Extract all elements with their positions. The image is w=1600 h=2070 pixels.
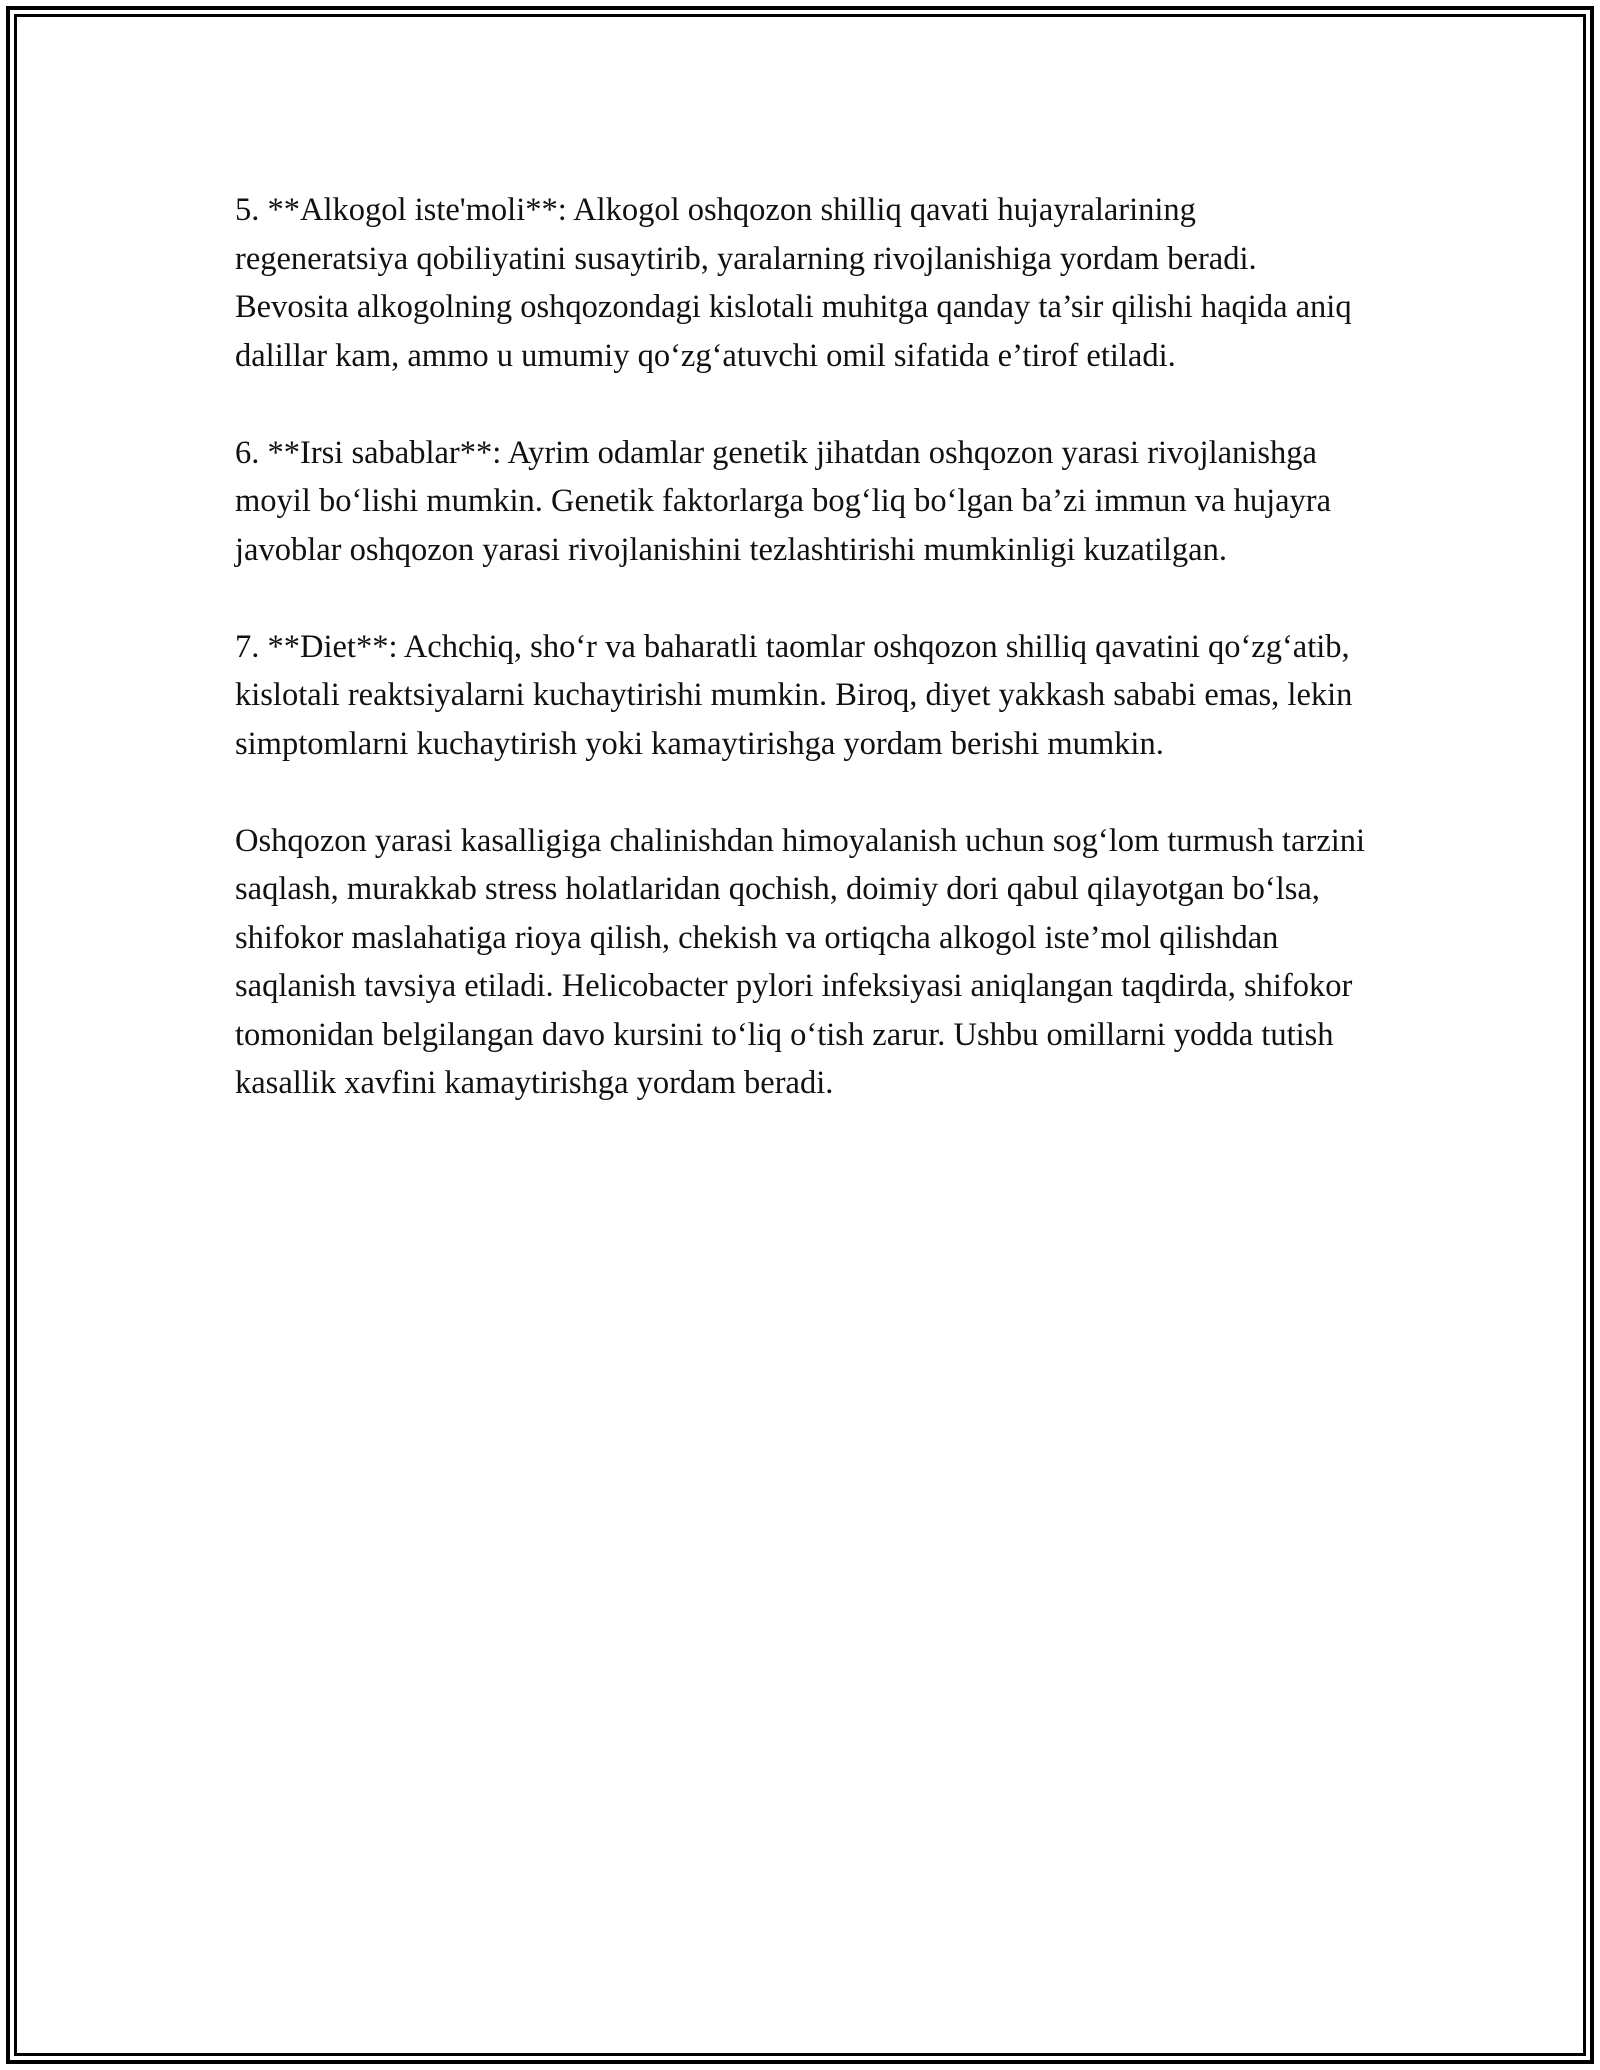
paragraph-conclusion: Oshqozon yarasi kasalligiga chalinishdan himoyalanish uchun sog‘lom turmush tarzini saqlash, murakkab stress holatlaridan qochish, doimiy dori qabul qilayotgan bo‘lsa, shifokor maslahatiga rioya qilish, chekish va ortiqcha alkogol iste’mol qilishdan saqlanish tavsiya etiladi. Helicobacter pylori infeksiyasi aniqlangan taqdirda, shifokor tomonidan belgilangan davo kursini to‘liq o‘tish zarur. Ushbu omillarni yodda tutish kasallik xavfini kamaytirishga yordam beradi. bbox=[235, 822, 1366, 1101]
document-body bbox=[235, 186, 1375, 1156]
paragraph-alcohol: 5. **Alkogol iste'moli**: Alkogol oshqozon shilliq qavati hujayralarining regeneratsiya qobiliyatini susaytirib, yaralarning rivojlanishiga yordam beradi. Bevosita alkogolning oshqozondagi kislotali muhitga qanday ta’sir qilishi haqida aniq dalillar kam, ammo u umumiy qo‘zg‘atuvchi omil sifatida e’tirof etiladi. bbox=[235, 192, 1352, 374]
paragraph-heredity: 6. **Irsi sabablar**: Ayrim odamlar genetik jihatdan oshqozon yarasi rivojlanishga moyil bo‘lishi mumkin. Genetik faktorlarga bog‘liq bo‘lgan ba’zi immun va hujayra javoblar oshqozon yarasi rivojlanishini tezlashtirishi mumkinligi kuzatilgan. bbox=[235, 434, 1332, 568]
paragraph-diet: 7. **Diet**: Achchiq, sho‘r va baharatli taomlar oshqozon shilliq qavatini qo‘zg‘atib, kislotali reaktsiyalarni kuchaytirishi mumkin. Biroq, diyet yakkash sababi emas, lekin simptomlarni kuchaytirish yoki kamaytirishga yordam berishi mumkin. bbox=[235, 628, 1353, 762]
